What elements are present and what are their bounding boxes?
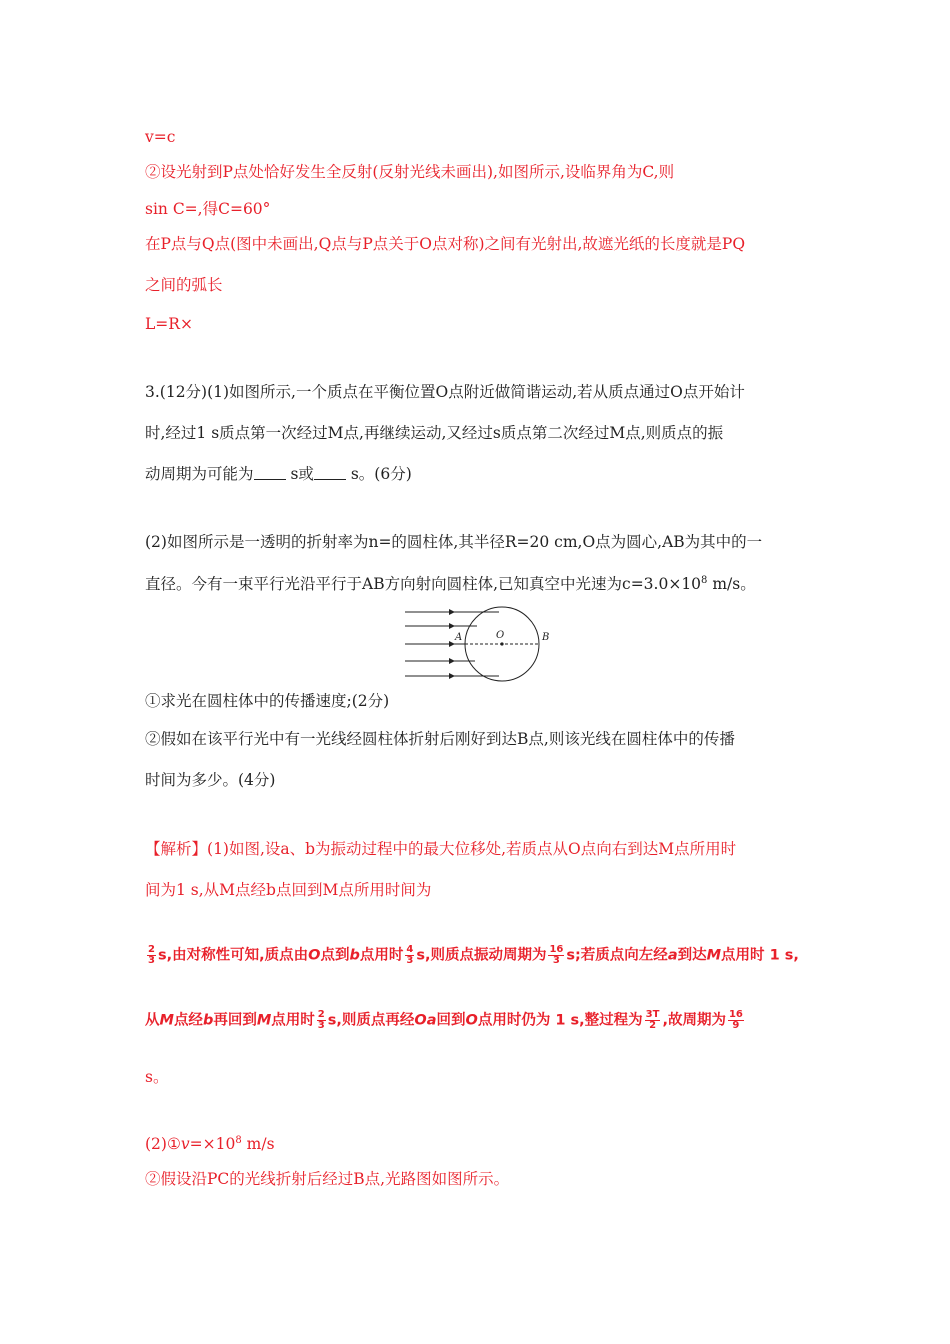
label-b: B xyxy=(542,632,550,643)
question-3-text: 动周期为可能为 xyxy=(145,465,254,483)
question-3-line-3 xyxy=(145,467,412,483)
cylinder-light-figure xyxy=(405,606,555,688)
answer-blank-1 xyxy=(254,467,286,480)
solution-line-pq: 在P点与Q点(图中未画出,Q点与P点关于O点对称)之间有光射出,故遮光纸的长度就是PQ xyxy=(145,235,746,253)
question-3-text: s或 xyxy=(285,465,314,483)
fraction-2-3: $\frac{2}{3}$ xyxy=(148,944,155,966)
question-3-text: 直径。今有一束平行光沿平行于AB方向射向圆柱体,已知真空中光速为c=3.0×10 xyxy=(145,575,702,593)
sub-question-2-line-2: 时间为多少。(4分) xyxy=(145,771,276,789)
solution-line-arc: 之间的弧长 xyxy=(145,276,223,294)
question-3-part-2-line-2 xyxy=(145,576,756,593)
label-o: O xyxy=(496,630,505,641)
solution-line-v: v=c xyxy=(145,128,176,146)
question-3-text: s。(6分) xyxy=(345,465,412,483)
arrow-head xyxy=(449,673,455,679)
analysis-line-5: s。 xyxy=(145,1068,169,1086)
fraction-2-3: $\frac{2}{3}$ xyxy=(317,1009,325,1031)
solution-line-sin: sin C=,得C=60° xyxy=(145,200,271,218)
arrow-head xyxy=(449,609,455,615)
question-3-line-2: 时,经过1 s质点第一次经过M点,再继续运动,又经过s质点第二次经过M点,则质点的振 xyxy=(145,424,724,442)
label-a: A xyxy=(455,632,463,643)
analysis-part-2-line-2: ②假设沿PC的光线折射后经过B点,光路图如图所示。 xyxy=(145,1170,510,1188)
question-3-text: m/s。 xyxy=(707,575,756,593)
analysis-tag: 【解析】 xyxy=(145,840,208,858)
question-3-part-2-line-1: (2)如图所示是一透明的折射率为n=的圆柱体,其半径R=20 cm,O点为圆心,AB为其中的一 xyxy=(145,533,763,551)
solution-line-l: L=R× xyxy=(145,315,193,333)
sub-question-1: ①求光在圆柱体中的传播速度;(2分) xyxy=(145,692,390,710)
fraction-4-3: $\frac{4}{3}$ xyxy=(406,944,414,966)
analysis-part-2-line-1: $(2)①v=\times 10^8$ m/s xyxy=(145,1135,275,1153)
analysis-line-1 xyxy=(145,842,736,858)
analysis-line-4: 从M点经b再回到M点用时 $\frac{2}{3}$ s,则质点再经Oa回到O点用时仍为 1 s,整过程为 $\frac{3T}{2}$ ,故周期为 $\frac{16}{9}$ xyxy=(145,1009,743,1031)
fraction-16-9: $\frac{16}{9}$ xyxy=(728,1009,743,1031)
question-3-line-1: 3.(12分)(1)如图所示,一个质点在平衡位置O点附近做简谐运动,若从质点通过O点开始计 xyxy=(145,383,745,401)
analysis-line-2: 间为1 s,从M点经b点回到M点所用时间为 xyxy=(145,881,432,899)
sub-question-2-line-1: ②假如在该平行光中有一光线经圆柱体折射后刚好到达B点,则该光线在圆柱体中的传播 xyxy=(145,730,735,748)
arrow-head xyxy=(449,623,455,629)
answer-blank-2 xyxy=(314,467,346,480)
exponent: 8 xyxy=(701,575,708,586)
fraction-16-3: $\frac{16}{3}$ xyxy=(549,944,564,966)
fraction-3t-2: $\frac{3T}{2}$ xyxy=(645,1009,660,1031)
center-point xyxy=(500,642,503,645)
arrow-head xyxy=(449,658,455,664)
analysis-text: (1)如图,设a、b为振动过程中的最大位移处,若质点从O点向右到达M点所用时 xyxy=(207,840,737,858)
solution-line-critical: ②设光射到P点处恰好发生全反射(反射光线未画出),如图所示,设临界角为C,则 xyxy=(145,163,675,181)
analysis-line-3: $\frac{2}{3}$ s,由对称性可知,质点由O点到b点用时 $\frac{4}{3}$ s,则质点振动周期为 $\frac{16}{3}$ s;若质点向左经a到达M点用时 1 s, xyxy=(148,944,799,966)
